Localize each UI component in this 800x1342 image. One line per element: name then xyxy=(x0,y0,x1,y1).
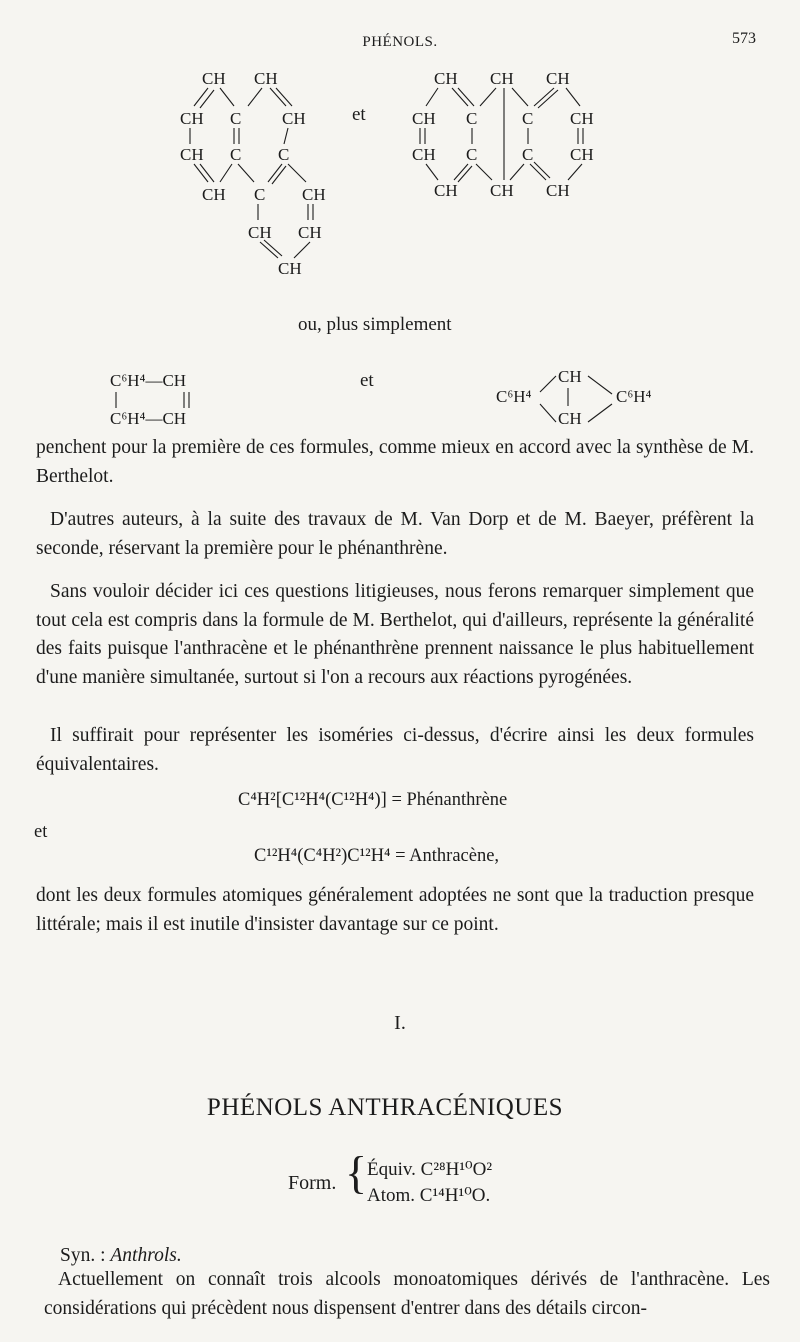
svg-text:CH: CH xyxy=(412,109,436,128)
structure-anthracene xyxy=(406,62,616,201)
svg-text:CH: CH xyxy=(298,223,322,242)
equation-anthracene: C¹²H⁴(C⁴H²)C¹²H⁴ = Anthracène, xyxy=(254,846,500,866)
svg-text:CH: CH xyxy=(278,259,302,278)
svg-text:CH: CH xyxy=(546,69,570,88)
svg-text:CH: CH xyxy=(202,185,226,204)
running-header: PHÉNOLS. xyxy=(362,34,438,50)
section-number: I. xyxy=(394,1012,406,1034)
svg-text:C: C xyxy=(522,109,534,128)
svg-text:C: C xyxy=(278,145,290,164)
paragraph-last: Actuellement on connaît trois alcools monoatomiques dérivés de l'anthracène. Les considérations qui précèdent nous dispensent d'entrer dans des détails circon- xyxy=(44,1269,770,1319)
svg-text:CH: CH xyxy=(434,181,458,196)
svg-text:CH: CH xyxy=(490,181,514,196)
svg-text:CH: CH xyxy=(570,109,594,128)
formula-atom: Atom. C¹⁴H¹⁰O. xyxy=(367,1185,491,1206)
svg-text:C⁶H⁴: C⁶H⁴ xyxy=(496,387,532,406)
synonym-value: Anthrols. xyxy=(110,1245,182,1266)
paragraph-4: Il suffirait pour représenter les isoméries ci-dessus, d'écrire ainsi les deux formules équivalentaires. xyxy=(36,725,754,775)
svg-text:C⁶H⁴: C⁶H⁴ xyxy=(616,387,652,406)
synonym-line xyxy=(60,1245,182,1267)
svg-text:CH: CH xyxy=(570,145,594,164)
svg-text:C: C xyxy=(522,145,534,164)
svg-text:C⁶H⁴—CH: C⁶H⁴—CH xyxy=(110,371,187,390)
page-number: 573 xyxy=(732,30,756,47)
formula-label: Form. xyxy=(288,1172,337,1194)
paragraph-2: D'autres auteurs, à la suite des travaux de M. Van Dorp et de M. Baeyer, préfèrent la seconde, réservant la première pour le phénanthrène. xyxy=(36,509,754,559)
svg-text:C: C xyxy=(466,109,478,128)
svg-text:CH: CH xyxy=(248,223,272,242)
section-title: PHÉNOLS ANTHRACÉNIQUES xyxy=(206,1094,564,1121)
svg-text:CH: CH xyxy=(490,69,514,88)
simpler-label: ou, plus simplement xyxy=(298,314,452,335)
svg-text:CH: CH xyxy=(254,69,278,88)
formula-brace: { xyxy=(345,1147,368,1198)
paragraph-3: Sans vouloir décider ici ces questions litigieuses, nous ferons remarquer simplement que tout cela est compris dans la formule de M. Berthelot, qui d'ailleurs, représente la généralité des faits puisque l'anthracène et le phénanthrène prennent naissance le plus habituellement d'une manière simultanée, surtout si l'on a recours aux réactions pyrogénées. xyxy=(36,581,754,688)
paragraph-5: dont les deux formules atomiques généralement adoptées ne sont que la traduction presque littérale; mais il est inutile d'insister davantage sur ce point. xyxy=(36,885,754,935)
equation-phenanthrene: C⁴H²[C¹²H⁴(C¹²H⁴)] = Phénanthrène xyxy=(238,790,508,810)
equation-join-word: et xyxy=(34,822,48,842)
svg-text:C: C xyxy=(254,185,266,204)
svg-text:C: C xyxy=(230,109,242,128)
join-word-1: et xyxy=(352,104,366,125)
svg-text:CH: CH xyxy=(558,367,582,386)
svg-text:CH: CH xyxy=(302,185,326,204)
svg-text:CH: CH xyxy=(546,181,570,196)
svg-text:C: C xyxy=(230,145,242,164)
svg-text:CH: CH xyxy=(412,145,436,164)
paragraph-1: penchent pour la première de ces formules, comme mieux en accord avec la synthèse de M. Berthelot. xyxy=(36,437,754,487)
svg-text:CH: CH xyxy=(202,69,226,88)
svg-text:CH: CH xyxy=(558,409,582,428)
svg-text:C: C xyxy=(466,145,478,164)
svg-text:CH: CH xyxy=(180,109,204,128)
simple-formula-b xyxy=(494,362,684,437)
synonym-label: Syn. : xyxy=(60,1245,106,1266)
simple-formula-a xyxy=(108,368,218,437)
formula-equiv: Équiv. C²⁸H¹⁰O² xyxy=(367,1159,493,1180)
svg-text:CH: CH xyxy=(282,109,306,128)
join-word-2: et xyxy=(360,370,374,391)
svg-text:C⁶H⁴—CH: C⁶H⁴—CH xyxy=(110,409,187,428)
svg-text:CH: CH xyxy=(180,145,204,164)
svg-text:CH: CH xyxy=(434,69,458,88)
structure-phenanthrene xyxy=(170,62,370,285)
